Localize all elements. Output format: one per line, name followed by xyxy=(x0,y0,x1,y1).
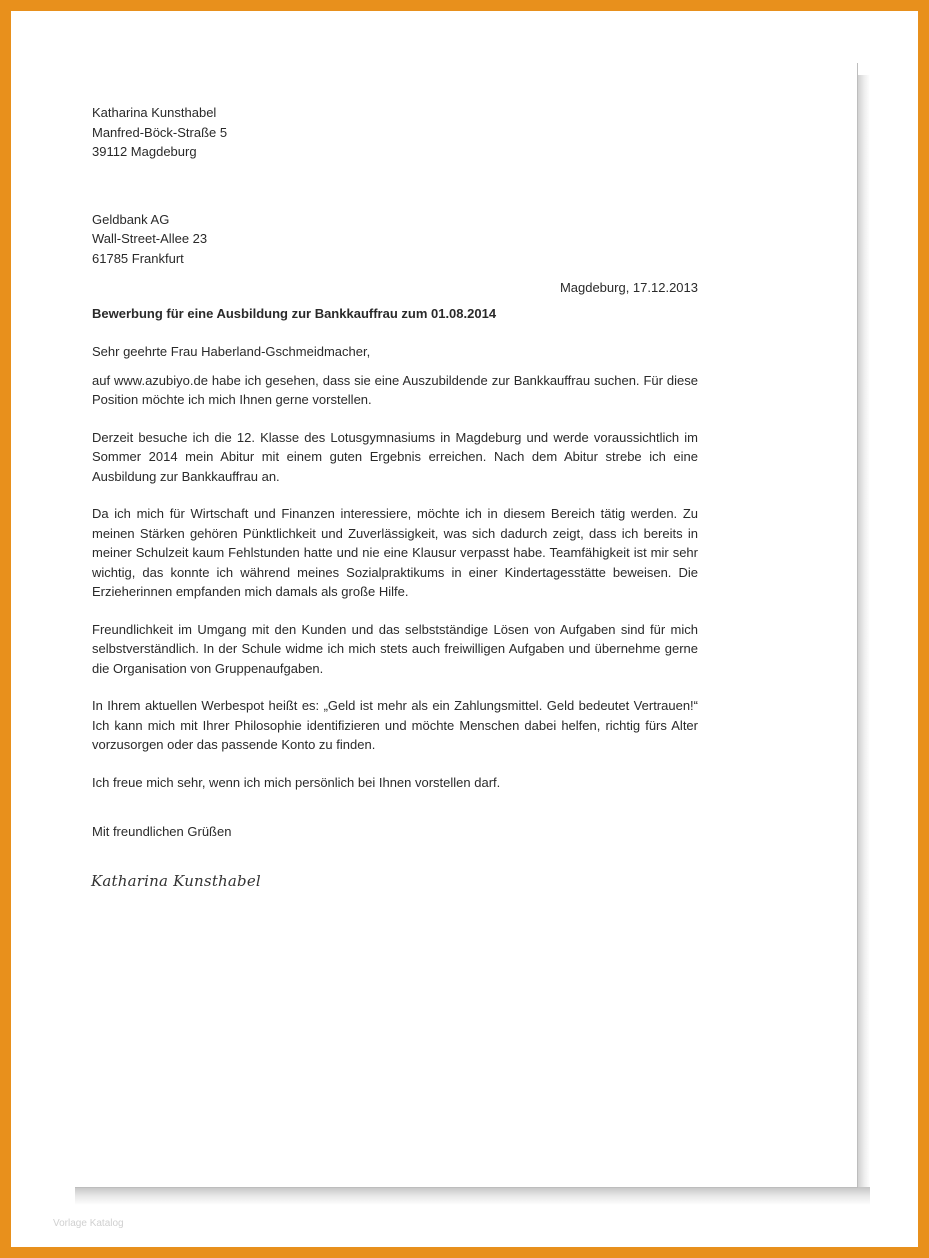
sender-city: 39112 Magdeburg xyxy=(92,144,197,159)
sender-street: Manfred-Böck-Straße 5 xyxy=(92,124,228,140)
recipient-address xyxy=(92,210,698,269)
paragraph: Freundlichkeit im Umgang mit den Kunden und das selbstständige Lösen von Aufgaben sind für mich selbstverständlich. In der Schule widme ich mich stets auch freiwilligen Aufgaben und übernehme gerne die Organisation von Gruppenaufgaben. xyxy=(92,621,698,676)
paragraph: Ich freue mich sehr, wenn ich mich persönlich bei Ihnen vorstellen darf. xyxy=(92,774,501,790)
page-shadow-bottom xyxy=(75,1187,870,1205)
letter-date: Magdeburg, 17.12.2013 xyxy=(559,280,698,295)
handwritten-signature: Katharina Kunsthabel xyxy=(91,871,261,890)
recipient-city: 61785 Frankfurt xyxy=(92,250,184,266)
closing-formula: Mit freundlichen Grüßen xyxy=(92,824,232,839)
paragraph: Da ich mich für Wirtschaft und Finanzen interessiere, möchte ich in diesem Bereich tätig werden. Zu meinen Stärken gehören Pünktlichkeit und Zuverlässigkeit, was sich dadurch zeigt, dass ich bereits in meiner Schulzeit kaum Fehlstunden hatte und nie eine Klausur verpasst habe. Teamfähigkeit ist mir sehr wichtig, das konnte ich während meines Sozialpraktikums in einer Kindertagesstätte beweisen. Die Erzieherinnen empfanden mich damals als große Hilfe. xyxy=(92,506,698,599)
paragraph: Derzeit besuche ich die 12. Klasse des Lotusgymnasiums in Magdeburg und werde voraussichtlich im Sommer 2014 mein Abitur mit einem guten Ergebnis erreichen. Nach dem Abitur strebe ich eine Ausbildung zur Bankkauffrau an. xyxy=(92,429,698,484)
letter-subject: Bewerbung für eine Ausbildung zur Bankkauffrau zum 01.08.2014 xyxy=(92,305,497,321)
recipient-company: Geldbank AG xyxy=(92,211,170,227)
watermark-text: Vorlage Katalog xyxy=(53,1218,124,1229)
sender-name: Katharina Kunsthabel xyxy=(92,105,217,120)
recipient-street: Wall-Street-Allee 23 xyxy=(92,231,208,246)
page-shadow-right xyxy=(856,75,870,1189)
orange-border-frame xyxy=(11,11,918,1247)
paragraph: In Ihrem aktuellen Werbespot heißt es: „Geld ist mehr als ein Zahlungsmittel. Geld bedeutet Vertrauen!“ Ich kann mich mit Ihrer Philosophie identifizieren und möchte Menschen dabei helfen, richtig fürs Alter vorzusorgen oder das passende Konto zu finden. xyxy=(92,698,698,752)
paragraph: auf www.azubiyo.de habe ich gesehen, dass sie eine Auszubildende zur Bankkauffrau suchen. Für diese Position möchte ich mich Ihnen gerne vorstellen. xyxy=(92,372,698,407)
sender-address xyxy=(92,103,698,162)
letter-body xyxy=(92,103,698,891)
salutation: Sehr geehrte Frau Haberland-Gschmeidmacher, xyxy=(92,344,371,359)
